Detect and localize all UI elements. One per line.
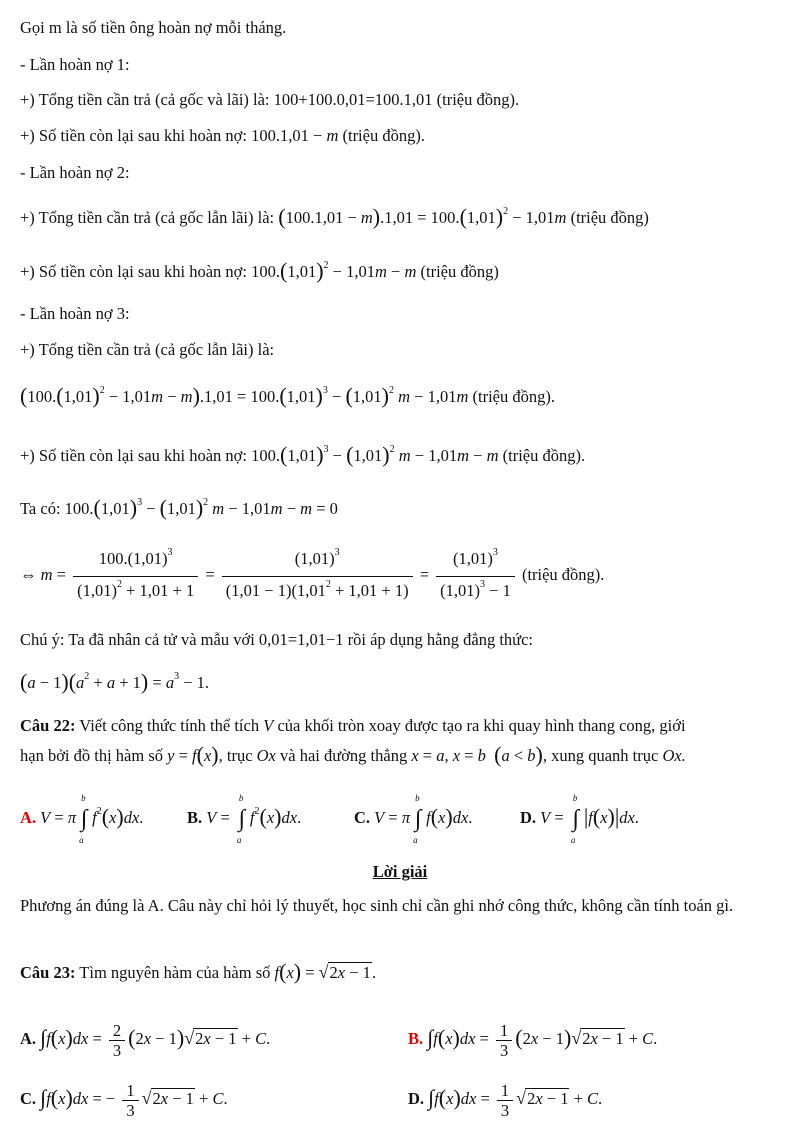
q22-text-1: Viết công thức tính thể tích [79,716,260,735]
repay1-total-math: 100+100.0,01=100.1,01 [273,90,433,109]
q22-ox-2: Ox. [662,746,686,765]
solution-title: Lời giải [372,862,428,881]
identity-math: $(a - 1)(a^2 + a + 1) = a^3 - 1$. [20,669,209,694]
q22-text-3: hạn bởi đồ thị hàm số [20,746,164,765]
result-math: ⇔ m = $\frac{100.(1,01)^3}{(1,01)^2 + 1,01 + 1}$ = $\frac{(1,01)^3}{(1,01 - 1)(1,01^2 + 1,01 + 1)}$ = $\frac{(1,01)^3}{(1,01)^3 - 1}$ [20,565,522,584]
repay3-remain-line [20,444,585,469]
q23-option-b-label: B. [408,1029,424,1048]
q22-option-d[interactable]: D. V = ∫ b a |f(x)|dx. [520,793,639,846]
repay2-remain-label: +) Số tiền còn lại sau khi hoàn nợ: [20,262,247,281]
repay3-total-math: $(100.(1,01)^2 - 1,01m - m).1,01 = 100.(1,01)^3 - (1,01)^2$ m − 1,01m [20,383,469,408]
repay2-remain-line [20,260,499,285]
q23-text: Tìm nguyên hàm của hàm số [79,963,271,982]
repay1-remain-label: +) Số tiền còn lại sau khi hoàn nợ: [20,126,247,145]
q22-option-d-label: D. [520,808,537,827]
repay2-header: - Lần hoàn nợ 2: [20,163,130,182]
q22-lines-math: x = a, x = b (a < b) [411,742,543,767]
equation-math: $100.(1,01)^3 - (1,01)^2$ m − 1,01m − m = 0 [64,495,338,520]
q22-option-c[interactable]: C. V = π ∫ b a f(x)dx. [354,793,473,846]
q22-option-a-label: A. [20,808,37,827]
repay3-remain-label: +) Số tiền còn lại sau khi hoàn nợ: [20,446,247,465]
result-line [20,545,604,605]
repay3-total-label: +) Tổng tiền cần trả (cả gốc lẫn lãi) là: [20,340,275,359]
repay3-total-math-line [20,385,555,410]
repay1-total-unit: (triệu đồng). [436,90,520,109]
repay3-total-unit: (triệu đồng). [472,387,555,406]
q23-label: Câu 23: [20,963,76,982]
repay2-total-line [20,206,649,231]
repay2-total-math: $(100.1,01 - m).1,01 = 100.(1,01)^2 - 1,01m$ [278,204,567,229]
q22-text-5: và hai đường thẳng [280,746,408,765]
q23-option-d[interactable]: D. ∫f(x)dx = $\frac{1}{3}$ √2x − 1 + C. [408,1080,603,1120]
q22-line-2 [20,744,686,766]
repay2-remain-math: $100.(1,01)^2 - 1,01m - m$ [251,258,417,283]
note-text: Chú ý: Ta đã nhân cả tử và mẫu với [20,630,255,649]
repay2-remain-unit: (triệu đồng) [420,262,499,281]
intro-text: Gọi m là số tiền ông hoàn nợ mỗi tháng. [20,18,287,37]
repay1-header: - Lần hoàn nợ 1: [20,55,130,74]
repay1-total-label: +) Tổng tiền cần trả (cả gốc và lãi) là: [20,90,270,109]
q22-var-v: V [263,716,274,735]
result-fraction-1: $\frac{100.(1,01)^3}{(1,01)^2 + 1,01 + 1}$ [73,548,198,605]
repay1-remain-line [20,126,425,146]
q23-line [20,961,376,983]
q23-option-c-label: C. [20,1089,37,1108]
identity-line [20,671,209,696]
result-fraction-2: $\frac{(1,01)^3}{(1,01 - 1)(1,01^2 + 1,01 + 1)}$ [222,548,413,605]
q22-option-b-label: B. [187,808,203,827]
q22-option-a[interactable]: A. V = π ∫ b a $f^2(x)dx$. [20,793,144,846]
note-math: 0,01=1,01−1 [258,630,344,649]
repay1-total-line [20,90,519,110]
q23-option-b[interactable]: B. ∫f(x)dx = $\frac{1}{3}$ (2x − 1)√2x − 1 + C. [408,1020,658,1060]
note-end: rồi áp dụng hằng đẳng thức: [347,630,534,649]
repay3-remain-math: $100.(1,01)^3 - (1,01)^2$ m − 1,01m − m [251,442,499,467]
q23-func: f(x) = √2x − 1. [274,959,377,984]
repay2-total-label: +) Tổng tiền cần trả (cả gốc lẫn lãi) là: [20,208,275,227]
q22-option-b[interactable]: B. V = ∫ b a $f^2(x)dx$. [187,793,302,846]
result-unit: (triệu đồng). [521,565,605,584]
intro-line [20,18,286,38]
q22-option-c-label: C. [354,808,371,827]
repay2-total-unit: (triệu đồng) [570,208,649,227]
q22-line-1 [20,716,686,736]
q22-text-2: của khối tròn xoay được tạo ra khi quay hình thang cong, giới [277,716,686,735]
q22-label: Câu 22: [20,716,76,735]
repay1-remain-math: 100.1,01 − m [251,126,339,145]
q22-text-6: , xung quanh trục [542,746,659,765]
q23-option-a[interactable]: A. ∫f(x)dx = $\frac{2}{3}$ (2x − 1)√2x − 1 + C. [20,1020,271,1060]
repay3-header: - Lần hoàn nợ 3: [20,304,130,323]
repay3-remain-unit: (triệu đồng). [502,446,586,465]
q22-text-4: , trục [218,746,253,765]
ta-co-label: Ta có: [20,499,61,518]
q23-option-a-label: A. [20,1029,37,1048]
note-line [20,630,533,650]
q22-func: y = f(x) [167,742,219,767]
q22-ox-1: Ox [256,746,276,765]
q23-option-d-label: D. [408,1089,425,1108]
solution-text: Phương án đúng là A. Câu này chỉ hỏi lý thuyết, học sinh chỉ cần ghi nhớ công thức, không cần tính toán gì. [20,896,734,915]
repay1-remain-unit: (triệu đồng). [342,126,425,145]
q23-option-c[interactable]: C. ∫f(x)dx = − $\frac{1}{3}$ √2x − 1 + C. [20,1080,228,1120]
equation-line [20,497,338,522]
result-fraction-3: $\frac{(1,01)^3}{(1,01)^3 - 1}$ [436,548,515,605]
